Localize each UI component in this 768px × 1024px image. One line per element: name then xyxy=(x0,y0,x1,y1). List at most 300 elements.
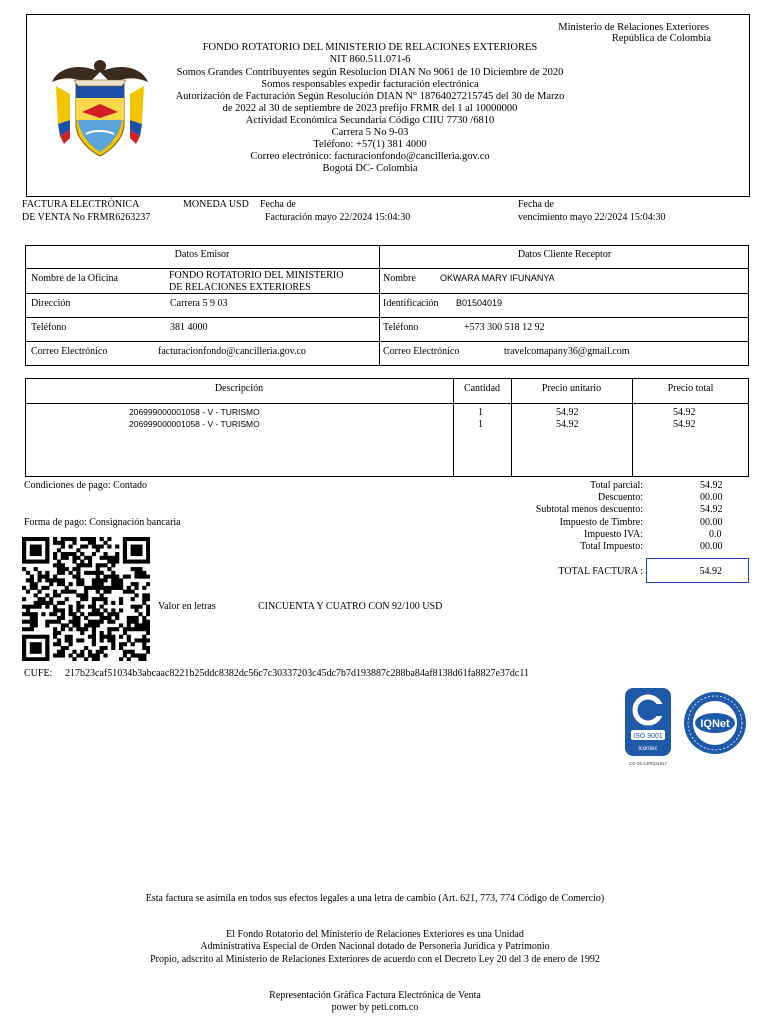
qr-module xyxy=(96,586,100,590)
qr-module xyxy=(57,616,61,620)
qr-module xyxy=(88,537,92,541)
qr-module xyxy=(84,597,88,601)
qr-module xyxy=(115,556,119,560)
qr-module xyxy=(107,556,111,560)
qr-module xyxy=(30,657,34,661)
qr-module xyxy=(103,556,107,560)
qr-module xyxy=(92,552,96,556)
qr-module xyxy=(22,597,26,601)
qr-module xyxy=(61,590,65,594)
qr-module xyxy=(26,571,30,575)
qr-module xyxy=(65,638,69,642)
fecha-label: Fecha de xyxy=(260,199,296,210)
qr-module xyxy=(76,608,80,612)
qr-module xyxy=(92,653,96,657)
divider xyxy=(25,293,749,294)
qr-module xyxy=(45,635,49,639)
divider xyxy=(25,317,749,318)
qr-module xyxy=(26,537,30,541)
qr-module xyxy=(127,560,131,564)
qr-module xyxy=(134,548,138,552)
qr-module xyxy=(146,556,150,560)
qr-module xyxy=(34,620,38,624)
qr-module xyxy=(107,620,111,624)
client-name-label: Nombre xyxy=(383,273,416,284)
qr-module xyxy=(38,545,42,549)
qr-module xyxy=(103,635,107,639)
qr-module xyxy=(96,612,100,616)
divider xyxy=(25,403,749,404)
qr-module xyxy=(131,650,135,654)
qr-module xyxy=(45,623,49,627)
qr-module xyxy=(92,657,96,661)
qr-module xyxy=(84,657,88,661)
qr-module xyxy=(96,567,100,571)
qr-module xyxy=(80,638,84,642)
qr-module xyxy=(115,612,119,616)
qr-code xyxy=(22,537,150,661)
qr-module xyxy=(22,548,26,552)
qr-module xyxy=(138,627,142,631)
qr-module xyxy=(61,582,65,586)
country-name: República de Colombia xyxy=(611,33,711,44)
header-line: Teléfono: +57(1) 381 4000 xyxy=(313,139,427,150)
qr-module xyxy=(134,552,138,556)
qr-module xyxy=(103,578,107,582)
qr-module xyxy=(34,586,38,590)
qr-module xyxy=(92,586,96,590)
item-total: 54.92 xyxy=(673,407,696,418)
qr-module xyxy=(96,571,100,575)
qr-module xyxy=(53,590,57,594)
qr-module xyxy=(123,560,127,564)
qr-module xyxy=(45,541,49,545)
qr-module xyxy=(92,582,96,586)
qr-module xyxy=(134,623,138,627)
qr-module xyxy=(57,601,61,605)
qr-module xyxy=(84,623,88,627)
qr-module xyxy=(80,653,84,657)
qr-module xyxy=(131,597,135,601)
icontec-iso9001-logo xyxy=(623,686,673,768)
qr-module xyxy=(131,548,135,552)
qr-module xyxy=(53,578,57,582)
qr-module xyxy=(69,608,73,612)
qr-module xyxy=(142,601,146,605)
qr-module xyxy=(30,560,34,564)
qr-module xyxy=(100,582,104,586)
invoice-type-line1: FACTURA ELECTRÓNICA xyxy=(22,199,140,210)
qr-module xyxy=(76,623,80,627)
qr-module xyxy=(69,612,73,616)
qr-module xyxy=(30,612,34,616)
item-unit: 54.92 xyxy=(556,419,579,430)
qr-module xyxy=(100,563,104,567)
qr-module xyxy=(142,638,146,642)
qr-module xyxy=(34,548,38,552)
qr-module xyxy=(88,653,92,657)
header-line: Actividad Económica Secundaria Código CIIU 7730 /6810 xyxy=(245,115,495,126)
fecha-facturacion: Facturación mayo 22/2024 15:04:30 xyxy=(265,212,411,223)
qr-module xyxy=(92,635,96,639)
qr-module xyxy=(138,638,142,642)
qr-module xyxy=(92,642,96,646)
qr-module xyxy=(65,567,69,571)
qr-module xyxy=(100,578,104,582)
qr-module xyxy=(49,601,53,605)
qr-module xyxy=(80,605,84,609)
qr-module xyxy=(100,612,104,616)
total-factura-label: TOTAL FACTURA : xyxy=(558,566,643,577)
qr-module xyxy=(138,623,142,627)
qr-module xyxy=(84,627,88,631)
qr-module xyxy=(34,537,38,541)
qr-module xyxy=(61,627,65,631)
qr-module xyxy=(61,567,65,571)
qr-module xyxy=(134,560,138,564)
qr-module xyxy=(72,623,76,627)
qr-module xyxy=(88,541,92,545)
qr-module xyxy=(119,582,123,586)
qr-module xyxy=(119,597,123,601)
qr-module xyxy=(142,560,146,564)
qr-module xyxy=(131,627,135,631)
qr-module xyxy=(119,623,123,627)
qr-module xyxy=(30,646,34,650)
qr-module xyxy=(142,616,146,620)
qr-module xyxy=(146,597,150,601)
qr-module xyxy=(111,560,115,564)
qr-module xyxy=(65,635,69,639)
item-qty: 1 xyxy=(478,419,483,430)
qr-module xyxy=(34,642,38,646)
qr-module xyxy=(22,638,26,642)
qr-module xyxy=(119,578,123,582)
qr-module xyxy=(88,623,92,627)
header-line: Bogotá DC- Colombia xyxy=(322,163,418,174)
qr-module xyxy=(22,653,26,657)
qr-module xyxy=(123,642,127,646)
qr-module xyxy=(84,545,88,549)
col-precio-total: Precio total xyxy=(667,383,714,394)
qr-module xyxy=(123,653,127,657)
qr-module xyxy=(45,638,49,642)
qr-module xyxy=(134,575,138,579)
cliente-title: Datos Cliente Receptor xyxy=(517,249,612,260)
qr-module xyxy=(76,575,80,579)
qr-module xyxy=(142,586,146,590)
valor-letras-value: CINCUENTA Y CUATRO CON 92/100 USD xyxy=(258,601,443,612)
qr-module xyxy=(134,567,138,571)
svg-text:CO-SC-CER221917: CO-SC-CER221917 xyxy=(629,761,667,766)
qr-module xyxy=(111,575,115,579)
qr-module xyxy=(84,586,88,590)
qr-module xyxy=(107,575,111,579)
qr-module xyxy=(34,567,38,571)
qr-module xyxy=(76,593,80,597)
qr-module xyxy=(134,608,138,612)
qr-module xyxy=(34,605,38,609)
qr-module xyxy=(142,635,146,639)
qr-module xyxy=(65,590,69,594)
qr-module xyxy=(119,657,123,661)
qr-module xyxy=(107,537,111,541)
qr-module xyxy=(76,563,80,567)
qr-module xyxy=(57,548,61,552)
qr-module xyxy=(103,575,107,579)
qr-module xyxy=(142,620,146,624)
qr-module xyxy=(53,575,57,579)
qr-module xyxy=(57,578,61,582)
client-phone-label: Teléfono xyxy=(383,322,419,333)
qr-module xyxy=(49,582,53,586)
qr-module xyxy=(123,575,127,579)
qr-module xyxy=(107,590,111,594)
qr-module xyxy=(92,601,96,605)
qr-module xyxy=(84,556,88,560)
qr-module xyxy=(146,638,150,642)
legal-notice: Esta factura se asimila en todos sus efectos legales a una letra de cambio (Art. 621, 773, 774 Código de Comercio) xyxy=(145,893,605,904)
qr-module xyxy=(92,541,96,545)
qr-module xyxy=(22,556,26,560)
qr-module xyxy=(69,590,73,594)
qr-module xyxy=(103,601,107,605)
qr-module xyxy=(92,638,96,642)
qr-module xyxy=(30,635,34,639)
qr-module xyxy=(103,653,107,657)
qr-module xyxy=(61,646,65,650)
qr-module xyxy=(61,571,65,575)
qr-module xyxy=(57,541,61,545)
qr-module xyxy=(92,537,96,541)
qr-module xyxy=(100,650,104,654)
svg-text:icontec: icontec xyxy=(638,746,658,752)
qr-module xyxy=(22,657,26,661)
qr-module xyxy=(138,560,142,564)
qr-module xyxy=(69,620,73,624)
qr-module xyxy=(96,597,100,601)
qr-module xyxy=(123,627,127,631)
qr-module xyxy=(138,545,142,549)
qr-module xyxy=(53,627,57,631)
qr-module xyxy=(80,650,84,654)
qr-module xyxy=(134,586,138,590)
qr-module xyxy=(69,638,73,642)
qr-module xyxy=(92,578,96,582)
qr-module xyxy=(115,616,119,620)
qr-module xyxy=(138,567,142,571)
qr-module xyxy=(72,616,76,620)
qr-module xyxy=(38,642,42,646)
qr-module xyxy=(88,586,92,590)
forma-pago: Forma de pago: Consignación bancaria xyxy=(24,517,181,528)
office-line1: FONDO ROTATORIO DEL MINISTERIO xyxy=(169,270,344,281)
qr-module xyxy=(72,657,76,661)
qr-module xyxy=(100,545,104,549)
qr-module xyxy=(84,646,88,650)
qr-module xyxy=(127,575,131,579)
qr-module xyxy=(84,563,88,567)
qr-module xyxy=(103,563,107,567)
qr-module xyxy=(100,620,104,624)
qr-module xyxy=(61,578,65,582)
qr-module xyxy=(80,631,84,635)
qr-module xyxy=(57,593,61,597)
coat-of-arms-logo xyxy=(48,54,152,166)
qr-module xyxy=(131,642,135,646)
qr-module xyxy=(38,590,42,594)
qr-module xyxy=(26,620,30,624)
qr-module xyxy=(41,597,45,601)
qr-module xyxy=(30,642,34,646)
qr-module xyxy=(96,563,100,567)
qr-module xyxy=(96,620,100,624)
qr-module xyxy=(61,623,65,627)
qr-module xyxy=(103,586,107,590)
qr-module xyxy=(88,560,92,564)
qr-module xyxy=(92,597,96,601)
client-id-label: Identificación xyxy=(383,298,439,309)
qr-module xyxy=(80,560,84,564)
qr-module xyxy=(88,650,92,654)
qr-module xyxy=(123,545,127,549)
qr-module xyxy=(57,582,61,586)
qr-module xyxy=(65,537,69,541)
qr-module xyxy=(76,653,80,657)
qr-module xyxy=(30,548,34,552)
qr-module xyxy=(57,638,61,642)
qr-module xyxy=(88,556,92,560)
qr-module xyxy=(142,593,146,597)
qr-module xyxy=(100,635,104,639)
qr-module xyxy=(72,612,76,616)
qr-module xyxy=(72,650,76,654)
total-label: Subtotal menos descuento: xyxy=(535,504,643,515)
qr-module xyxy=(38,597,42,601)
qr-module xyxy=(100,646,104,650)
client-email-value: travelcomapany36@gmail.com xyxy=(504,346,630,357)
qr-module xyxy=(30,537,34,541)
qr-module xyxy=(134,620,138,624)
qr-module xyxy=(107,560,111,564)
qr-module xyxy=(146,631,150,635)
fecha-vencimiento: vencimiento mayo 22/2024 15:04:30 xyxy=(518,212,666,223)
emisor-title: Datos Emisor xyxy=(174,249,230,260)
col-cantidad: Cantidad xyxy=(463,383,501,394)
qr-module xyxy=(134,616,138,620)
qr-module xyxy=(103,552,107,556)
qr-module xyxy=(61,653,65,657)
divider xyxy=(25,341,749,342)
qr-module xyxy=(138,605,142,609)
header-line: Correo electrónico: facturacionfondo@cancilleria.gov.co xyxy=(250,151,490,162)
qr-module xyxy=(49,578,53,582)
qr-module xyxy=(72,575,76,579)
qr-module xyxy=(142,597,146,601)
qr-module xyxy=(123,590,127,594)
qr-module xyxy=(84,593,88,597)
qr-module xyxy=(61,545,65,549)
qr-module xyxy=(103,616,107,620)
qr-module xyxy=(61,556,65,560)
qr-module xyxy=(84,537,88,541)
qr-module xyxy=(76,556,80,560)
office-label: Nombre de la Oficina xyxy=(31,273,118,284)
qr-module xyxy=(41,560,45,564)
header-line: Carrera 5 No 9-03 xyxy=(331,127,409,138)
qr-module xyxy=(45,601,49,605)
qr-module xyxy=(80,582,84,586)
qr-module xyxy=(107,567,111,571)
qr-module xyxy=(57,631,61,635)
qr-module xyxy=(61,616,65,620)
qr-module xyxy=(53,612,57,616)
qr-module xyxy=(142,627,146,631)
condiciones-pago: Condiciones de pago: Contado xyxy=(24,480,148,491)
email-value: facturacionfondo@cancilleria.gov.co xyxy=(158,346,306,357)
qr-module xyxy=(138,653,142,657)
qr-module xyxy=(22,650,26,654)
cufe-value: 217b23caf51034b3abcaac8221b25ddc8382dc56c7c30337203c45dc7b7d193887c288ba84af8138d61fa8827e37dc11 xyxy=(65,668,529,679)
qr-module xyxy=(111,571,115,575)
qr-module xyxy=(45,586,49,590)
qr-module xyxy=(49,620,53,624)
qr-module xyxy=(53,593,57,597)
total-label: Impuesto de Timbre: xyxy=(559,517,643,528)
divider xyxy=(25,268,749,269)
qr-module xyxy=(115,575,119,579)
qr-module xyxy=(45,653,49,657)
qr-module xyxy=(111,601,115,605)
item-total: 54.92 xyxy=(673,419,696,430)
qr-module xyxy=(76,567,80,571)
qr-module xyxy=(26,560,30,564)
qr-module xyxy=(72,560,76,564)
qr-module xyxy=(88,612,92,616)
qr-module xyxy=(107,631,111,635)
qr-module xyxy=(107,545,111,549)
qr-module xyxy=(119,642,123,646)
qr-module xyxy=(127,616,131,620)
qr-module xyxy=(88,605,92,609)
qr-module xyxy=(72,541,76,545)
qr-module xyxy=(57,567,61,571)
qr-module xyxy=(57,642,61,646)
qr-module xyxy=(103,646,107,650)
qr-module xyxy=(123,650,127,654)
qr-module xyxy=(127,620,131,624)
qr-module xyxy=(45,556,49,560)
qr-module xyxy=(41,635,45,639)
qr-module xyxy=(34,593,38,597)
qr-module xyxy=(53,556,57,560)
qr-module xyxy=(22,612,26,616)
qr-module xyxy=(34,545,38,549)
qr-module xyxy=(127,537,131,541)
qr-module xyxy=(146,646,150,650)
qr-module xyxy=(26,578,30,582)
qr-module xyxy=(146,545,150,549)
total-label: Total Impuesto: xyxy=(580,541,643,552)
qr-module xyxy=(100,593,104,597)
qr-module xyxy=(53,537,57,541)
qr-module xyxy=(123,541,127,545)
qr-module xyxy=(142,642,146,646)
total-label: Descuento: xyxy=(598,492,643,503)
qr-module xyxy=(65,552,69,556)
qr-module xyxy=(30,545,34,549)
qr-module xyxy=(134,605,138,609)
